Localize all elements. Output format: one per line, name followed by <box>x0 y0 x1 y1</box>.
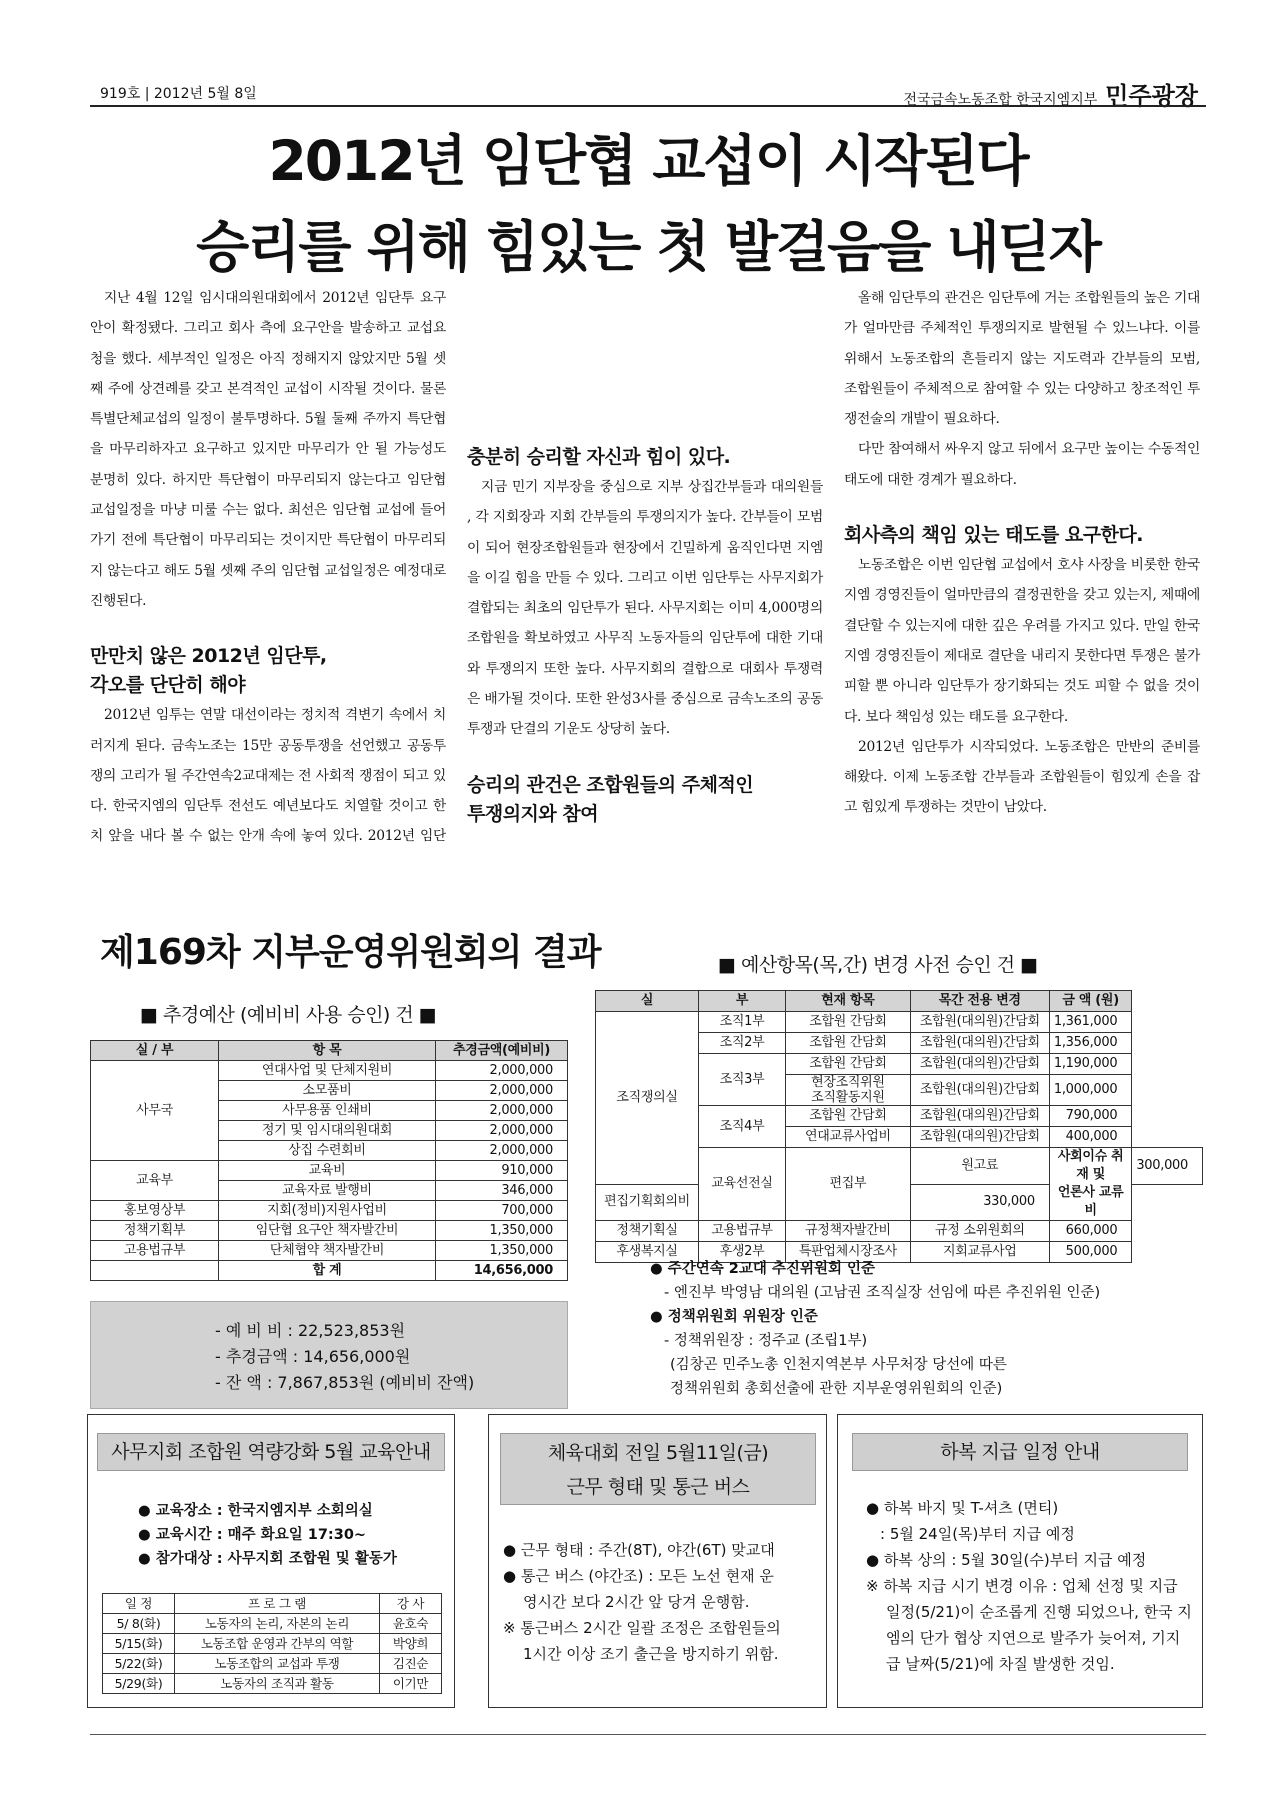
table-row: 사무국 연대사업 및 단체지원비 2,000,000 <box>91 1061 568 1081</box>
column-header: 실 / 부 <box>91 1041 219 1061</box>
column-header: 부 <box>698 991 785 1012</box>
article-subheading: 승리의 관건은 조합원들의 주체적인 투쟁의지와 참여 <box>467 773 754 825</box>
union-name: 전국금속노동조합 한국지엠지부 <box>903 92 1098 108</box>
article-paragraph: 올해 임단투의 관건은 임단투에 거는 조합원들의 높은 기대가 얼마만큼 주체적인 투쟁의지로 발현될 수 있느냐다. 이를 위해서 노동조합의 흔들리지 않는 지도력과 간부들의 모범, 조합원들이 주체적으로 참여할 수 있는 다양하고 창조적인 투쟁전술의 개발이 필요하다. <box>844 290 1200 428</box>
table-row: 홍보영상부 지회(정비)지원사업비 700,000 <box>91 1201 568 1221</box>
footer-rule <box>90 1734 1206 1735</box>
article-paragraph: 지금 민기 지부장을 중심으로 지부 상집간부들과 대의원들 , 각 지회장과 지회 간부들의 투쟁의지가 높다. 간부들이 모범이 되어 현장조합원들과 현장에서 긴밀하게 움직인다면 지엠을 이길 힘을 만들 수 있다. 그리고 이번 임단투는 사무지회가 결합되는 최초의 임단투가 된다. 사무지회는 이미 4,000명의 조합원을 확보하였고 사무직 노동자들의 임단투에 대한 기대와 투쟁의지 또한 높다. 사무지회의 결합으로 대회사 투쟁력은 배가될 것이다. 또한 완성3사를 중심으로 금속노조의 공동투쟁과 단결의 기운도 상당히 높다. <box>467 479 823 738</box>
budget-change-title: ■ 예산항목(목,간) 변경 사전 승인 건 ■ <box>718 954 1038 976</box>
article-paragraph: 2012년 임단투가 시작되었다. 노동조합은 만반의 준비를 해왔다. 이제 노동조합 간부들과 조합원들이 힘있게 손을 잡고 힘있게 투쟁하는 것만이 남았다. <box>844 738 1200 816</box>
table-row: 5/15(화) 노동조합 운영과 간부의 역할 박양희 <box>103 1634 442 1654</box>
table-row: 사무용품 인쇄비 2,000,000 <box>91 1101 568 1121</box>
article-paragraph: 노동조합은 이번 임단협 교섭에서 호샤 사장을 비롯한 한국지엠 경영진들이 얼마만큼의 결정권한을 갖고 있는지, 제때에 결단할 수 있는지에 대한 깊은 우려를 가지고 있다. 만일 한국지엠 경영진들이 제대로 결단을 내리지 못한다면 투쟁은 불가피할 뿐 아니라 임단투가 장기화되는 것도 피할 수 없을 것이다. 보다 책임성 있는 태도를 요구한다. <box>844 557 1200 725</box>
table-row: 상집 수련회비 2,000,000 <box>91 1141 568 1161</box>
table-row: 고용법규부 단체협약 책자발간비 1,350,000 <box>91 1241 568 1261</box>
article-subheading: 만만치 않은 2012년 임단투, 각오를 단단히 해야 <box>90 645 327 697</box>
sports-day-notice-box <box>488 1414 827 1708</box>
headline-line-1: 2012년 임단협 교섭이 시작된다 <box>268 129 1028 193</box>
article-subheading: 회사측의 책임 있는 태도를 요구한다. <box>844 524 1143 547</box>
article-subheading: 충분히 승리할 자신과 힘이 있다. <box>467 446 731 468</box>
column-header: 현재 항목 <box>786 991 911 1012</box>
supplementary-budget-table <box>90 1040 568 1281</box>
education-notice-title: 사무지회 조합원 역량강화 5월 교육안내 <box>97 1433 445 1471</box>
table-row: 5/22(화) 노동조합의 교섭과 투쟁 김진순 <box>103 1654 442 1674</box>
summer-uniform-notice-title: 하복 지급 일정 안내 <box>852 1433 1188 1471</box>
headline <box>90 118 1206 290</box>
header-rule <box>90 105 1206 107</box>
table-row: 조직4부 조합원 간담회 조합원(대의원)간담회 790,000 <box>596 1106 1203 1127</box>
approval-notes: ● 주간연속 2교대 추진위원회 인준 - 엔진부 박영남 대의원 (고남권 조직실장 선임에 따른 추진위원 인준) ● 정책위원회 위원장 인준 - 정책위원장 : 정주교 (조립1부) (김창곤 민주노총 인천지역본부 사무처장 당선에 따른 정책위원회 총회선출에 관한 지부운영위원회의 인준) <box>650 1261 1101 1397</box>
headline-line-2: 승리를 위해 힘있는 첫 발걸음을 내딛자 <box>196 215 1100 279</box>
summer-uniform-notice-box <box>837 1414 1203 1708</box>
article-paragraph: 2012년 임투는 연말 대선이라는 정치적 격변기 속에서 치러지게 된다. 금속노조는 15만 공동투쟁을 선언했고 공동투쟁의 고리가 될 주간연속2교대제는 전 사회적 쟁점이 되고 있다. 한국지엠의 임단투 전선도 예년보다도 치열할 것이고 한치 앞을 내다 볼 수 없는 안개 속에 놓여 있다. 2012년 임단 <box>90 707 446 845</box>
education-notice-box <box>87 1414 455 1708</box>
article-column-2 <box>467 283 823 829</box>
sports-day-notice-details: ● 근무 형태 : 주간(8T), 야간(6T) 맞교대 ● 통근 버스 (야간조) : 모든 노선 현재 운 영시간 보다 2시간 앞 당겨 운행함. ※ 통근버스 2시간 일괄 조정은 조합원들의 1시간 이상 조기 출근을 방지하기 위함. <box>503 1541 781 1663</box>
table-row: 5/ 8(화) 노동자의 논리, 자본의 논리 윤호숙 <box>103 1614 442 1634</box>
column-header: 목간 전용 변경 <box>910 991 1049 1012</box>
supplementary-budget-title: ■ 추경예산 (예비비 사용 승인) 건 ■ <box>140 1004 437 1026</box>
table-row: 편집기획회의비 330,000 <box>596 1184 1203 1221</box>
committee-title: 제169차 지부운영위원회의 결과 <box>100 932 601 973</box>
table-row: 현장조직위원 조직활동지원 조합원(대의원)간담회 1,000,000 <box>596 1075 1203 1106</box>
issue-info: 919호 | 2012년 5월 8일 <box>100 86 257 102</box>
article-paragraph: 다만 참여해서 싸우지 않고 뒤에서 요구만 높이는 수동적인 태도에 대한 경계가 필요하다. <box>844 441 1200 488</box>
article-paragraph: 지난 4월 12일 임시대의원대회에서 2012년 임단투 요구안이 확정됐다. 그리고 회사 측에 요구안을 발송하고 교섭요청을 했다. 세부적인 일정은 아직 정해지지 않았지만 5월 셋째 주에 상견례를 갖고 본격적인 교섭이 시작될 것이다. 물론 특별단체교섭의 일정이 불투명하다. 5월 둘째 주까지 특단협을 마무리하자고 요구하고 있지만 마무리가 안 될 가능성도 분명히 있다. 하지만 특단협이 마무리되지 않는다고 임단협 교섭일정을 마냥 미룰 수는 없다. 최선은 임단협 교섭에 들어가기 전에 특단협이 마무리되는 것이지만 특단협이 마무리되지 않는다고 해도 5월 셋째 주의 임단협 교섭일정은 예정대로 진행된다. <box>90 290 446 609</box>
table-row: 교육부 교육비 910,000 <box>91 1161 568 1181</box>
article-column-1 <box>90 283 446 850</box>
table-row: 후생복지실 후생2부 특판업체시장조사 지회교류사업 500,000 <box>596 1242 1203 1263</box>
table-row: 조직쟁의실 조직1부 조합원 간담회 조합원(대의원)간담회 1,361,000 <box>596 1012 1203 1033</box>
column-header: 실 <box>596 991 699 1012</box>
table-row: 5/29(화) 노동자의 조직과 활동 이기만 <box>103 1674 442 1694</box>
column-header: 추경금액(예비비) <box>436 1041 568 1061</box>
reserve-summary: - 예 비 비 : 22,523,853원 - 추경금액 : 14,656,000원 - 잔 액 : 7,867,853원 (예비비 잔액) <box>90 1301 568 1409</box>
table-row: 소모품비 2,000,000 <box>91 1081 568 1101</box>
table-row: 정기 및 임시대의원대회 2,000,000 <box>91 1121 568 1141</box>
summer-uniform-notice-details: ● 하복 바지 및 T-셔츠 (면티) : 5월 24일(목)부터 지급 예정 ● 하복 상의 : 5월 30일(수)부터 지급 예정 ※ 하복 지급 시기 변경 이유 : 업체 선정 및 지급 일정(5/21)이 순조롭게 진행 되었으나, 한국 지 엠의 단가 협상 지연으로 발주가 늦어져, 기지 급 날짜(5/21)에 차질 발생한 것임. <box>866 1499 1192 1673</box>
publication-name: 민주광장 <box>1105 82 1198 110</box>
column-header: 항 목 <box>219 1041 436 1061</box>
column-header: 금 액 (원) <box>1049 991 1131 1012</box>
table-row: 연대교류사업비 조합원(대의원)간담회 400,000 <box>596 1127 1203 1148</box>
table-row: 조직2부 조합원 간담회 조합원(대의원)간담회 1,356,000 <box>596 1033 1203 1054</box>
table-row: 조직3부 조합원 간담회 조합원(대의원)간담회 1,190,000 <box>596 1054 1203 1075</box>
article-column-3 <box>844 283 1200 823</box>
table-row: 정책기획부 임단협 요구안 책자발간비 1,350,000 <box>91 1221 568 1241</box>
table-row: 교육선전실 편집부 원고료 사회이슈 취재 및 언론사 교류비 300,000 <box>596 1148 1203 1185</box>
budget-change-table <box>595 990 1203 1263</box>
total-row: 합 계 14,656,000 <box>91 1261 568 1281</box>
table-row: 교육자료 발행비 346,000 <box>91 1181 568 1201</box>
education-schedule-table: 일 정 프 로 그 램 강 사 5/ 8(화) 노동자의 논리, 자본의 논리 윤호숙 5/15(화) 노동조합 운영과 간부의 역할 박양희 5/22(화) 노동조합의 교섭과 투쟁 김진순 5/29(화) 노동자의 조직과 활동 이기만 <box>102 1593 442 1694</box>
education-notice-details: ● 교육장소 : 한국지엠지부 소회의실 ● 교육시간 : 매주 화요일 17:30~ ● 참가대상 : 사무지회 조합원 및 활동가 <box>138 1503 397 1567</box>
table-row: 정책기획실 고용법규부 규정책자발간비 규정 소위원회의 660,000 <box>596 1221 1203 1242</box>
sports-day-notice-title: 체육대회 전일 5월11일(금) 근무 형태 및 통근 버스 <box>500 1433 816 1505</box>
